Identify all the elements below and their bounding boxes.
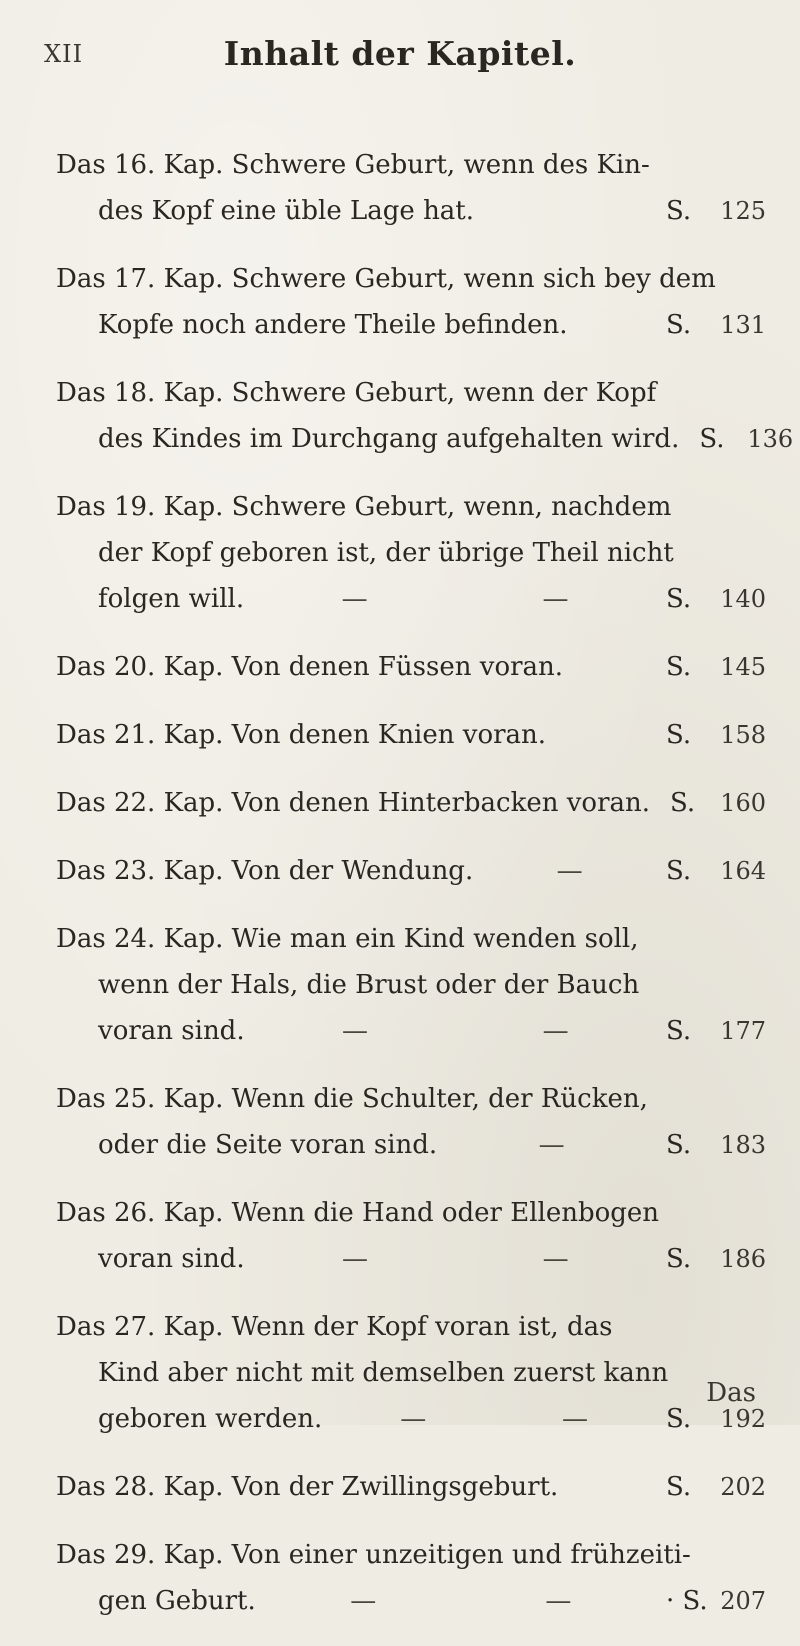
- toc-entry: [56, 712, 766, 758]
- toc-line: [56, 1008, 766, 1054]
- toc-line: Das 25. Kap. Wenn die Schulter, der Rücken,: [56, 1084, 648, 1114]
- toc-entry: [56, 1304, 766, 1442]
- toc-entry: [56, 256, 766, 348]
- toc-line: Das 18. Kap. Schwere Geburt, wenn der Kopf: [56, 378, 657, 408]
- entry-text: Das 20. Kap. Von denen Füssen voran.: [56, 652, 564, 682]
- toc-line: Das 17. Kap. Schwere Geburt, wenn sich bey dem: [56, 264, 716, 294]
- entry-text: voran sind.: [98, 1244, 245, 1274]
- page-ref-label: S.: [666, 1130, 692, 1160]
- page-ref-number: 192: [720, 1405, 766, 1433]
- page-ref-label: S.: [666, 1404, 692, 1434]
- toc-line: [56, 1122, 766, 1168]
- toc-line: wenn der Hals, die Brust oder der Bauch: [98, 970, 640, 1000]
- page-ref-number: 164: [720, 857, 766, 885]
- toc-entry: [56, 1532, 766, 1624]
- page-ref-label: S.: [666, 652, 692, 682]
- table-of-contents: [56, 142, 794, 1646]
- page-ref-number: 183: [720, 1131, 766, 1159]
- page-ref-number: 145: [720, 653, 766, 681]
- leader-dashes: [245, 1008, 666, 1054]
- toc-entry: [56, 142, 766, 234]
- entry-text: Das 23. Kap. Von der Wendung.: [56, 856, 474, 886]
- leader-dash: —: [542, 584, 569, 614]
- toc-entry: [56, 484, 766, 622]
- entry-text: des Kindes im Durchgang aufgehalten wird.: [98, 424, 680, 454]
- toc-entry: [56, 370, 794, 462]
- entry-text: voran sind.: [98, 1016, 245, 1046]
- toc-line: [56, 712, 766, 758]
- toc-line: [56, 1464, 766, 1510]
- page-ref-number: 125: [720, 197, 766, 225]
- leader-dash: —: [556, 856, 583, 886]
- toc-line: Kind aber nicht mit demselben zuerst kann: [98, 1358, 669, 1388]
- leader-dashes: [322, 1396, 666, 1442]
- page-ref-number: 207: [720, 1587, 766, 1615]
- page-ref-number: 158: [720, 721, 766, 749]
- page-ref-label: S.: [666, 1016, 692, 1046]
- page-ref-label: S.: [699, 424, 725, 454]
- toc-entry: [56, 644, 766, 690]
- toc-entry: [56, 848, 766, 894]
- catchword: Das: [706, 1378, 756, 1408]
- toc-line: [56, 1396, 766, 1442]
- page-header: [44, 34, 756, 78]
- toc-line: [56, 848, 766, 894]
- entry-text: des Kopf eine üble Lage hat.: [98, 196, 475, 226]
- leader-dashes: [244, 576, 666, 622]
- toc-line: Das 29. Kap. Von einer unzeitigen und frühzeiti-: [56, 1540, 691, 1570]
- toc-line: [56, 1578, 766, 1624]
- toc-entry: [56, 1076, 766, 1168]
- entry-text: oder die Seite voran sind.: [98, 1130, 438, 1160]
- toc-line: [56, 188, 766, 234]
- toc-line: Das 16. Kap. Schwere Geburt, wenn des Kin-: [56, 150, 650, 180]
- entry-text: Kopfe noch andere Theile befinden.: [98, 310, 568, 340]
- toc-entry: [56, 1464, 766, 1510]
- page-ref-number: 131: [720, 311, 766, 339]
- toc-line: Das 19. Kap. Schwere Geburt, wenn, nachdem: [56, 492, 672, 522]
- entry-text: geboren werden.: [98, 1404, 323, 1434]
- toc-line: [56, 1236, 766, 1282]
- page-ref-label: · S.: [666, 1586, 708, 1616]
- entry-text: gen Geburt.: [98, 1586, 256, 1616]
- toc-line: [56, 780, 766, 826]
- leader-dash: —: [538, 1130, 565, 1160]
- toc-line: [56, 416, 794, 462]
- leader-dash: —: [542, 1016, 569, 1046]
- toc-entry: [56, 916, 766, 1054]
- page-ref-label: S.: [666, 720, 692, 750]
- toc-line: Das 26. Kap. Wenn die Hand oder Ellenbogen: [56, 1198, 660, 1228]
- page-ref-label: S.: [666, 1244, 692, 1274]
- toc-line: [56, 644, 766, 690]
- leader-dashes: [473, 848, 666, 894]
- entry-text: folgen will.: [98, 584, 245, 614]
- page-ref-label: S.: [666, 310, 692, 340]
- entry-text: Das 21. Kap. Von denen Knien voran.: [56, 720, 547, 750]
- leader-dash: —: [545, 1586, 572, 1616]
- leader-dashes: [437, 1122, 666, 1168]
- page-ref-number: 202: [720, 1473, 766, 1501]
- page-ref-number: 136: [747, 425, 794, 453]
- running-head: Inhalt der Kapitel.: [223, 34, 577, 73]
- entry-text: Das 22. Kap. Von denen Hinterbacken voran.: [56, 788, 651, 818]
- page-ref-label: S.: [666, 584, 692, 614]
- leader-dash: —: [562, 1404, 589, 1434]
- leader-dash: —: [542, 1244, 569, 1274]
- toc-line: Das 24. Kap. Wie man ein Kind wenden soll,: [56, 924, 639, 954]
- toc-line: Das 27. Kap. Wenn der Kopf voran ist, das: [56, 1312, 613, 1342]
- page-ref-label: S.: [666, 196, 692, 226]
- leader-dash: —: [341, 584, 368, 614]
- toc-line: der Kopf geboren ist, der übrige Theil nicht: [98, 538, 674, 568]
- leader-dash: —: [341, 1016, 368, 1046]
- page-ref-label: S.: [666, 856, 692, 886]
- leader-dash: —: [341, 1244, 368, 1274]
- toc-entry: [56, 1190, 766, 1282]
- leader-dashes: [245, 1236, 666, 1282]
- page-ref-number: 177: [720, 1017, 766, 1045]
- toc-line: [56, 302, 766, 348]
- page-ref-number: 186: [720, 1245, 766, 1273]
- leader-dash: —: [350, 1586, 377, 1616]
- page-ref-number: 140: [720, 585, 766, 613]
- page-number: XII: [44, 40, 84, 68]
- page-ref-label: S.: [670, 788, 696, 818]
- toc-entry: [56, 780, 766, 826]
- leader-dashes: [256, 1578, 666, 1624]
- toc-line: [56, 576, 766, 622]
- page-ref-number: 160: [720, 789, 766, 817]
- leader-dash: —: [400, 1404, 427, 1434]
- entry-text: Das 28. Kap. Von der Zwillingsgeburt.: [56, 1472, 559, 1502]
- page-ref-label: S.: [666, 1472, 692, 1502]
